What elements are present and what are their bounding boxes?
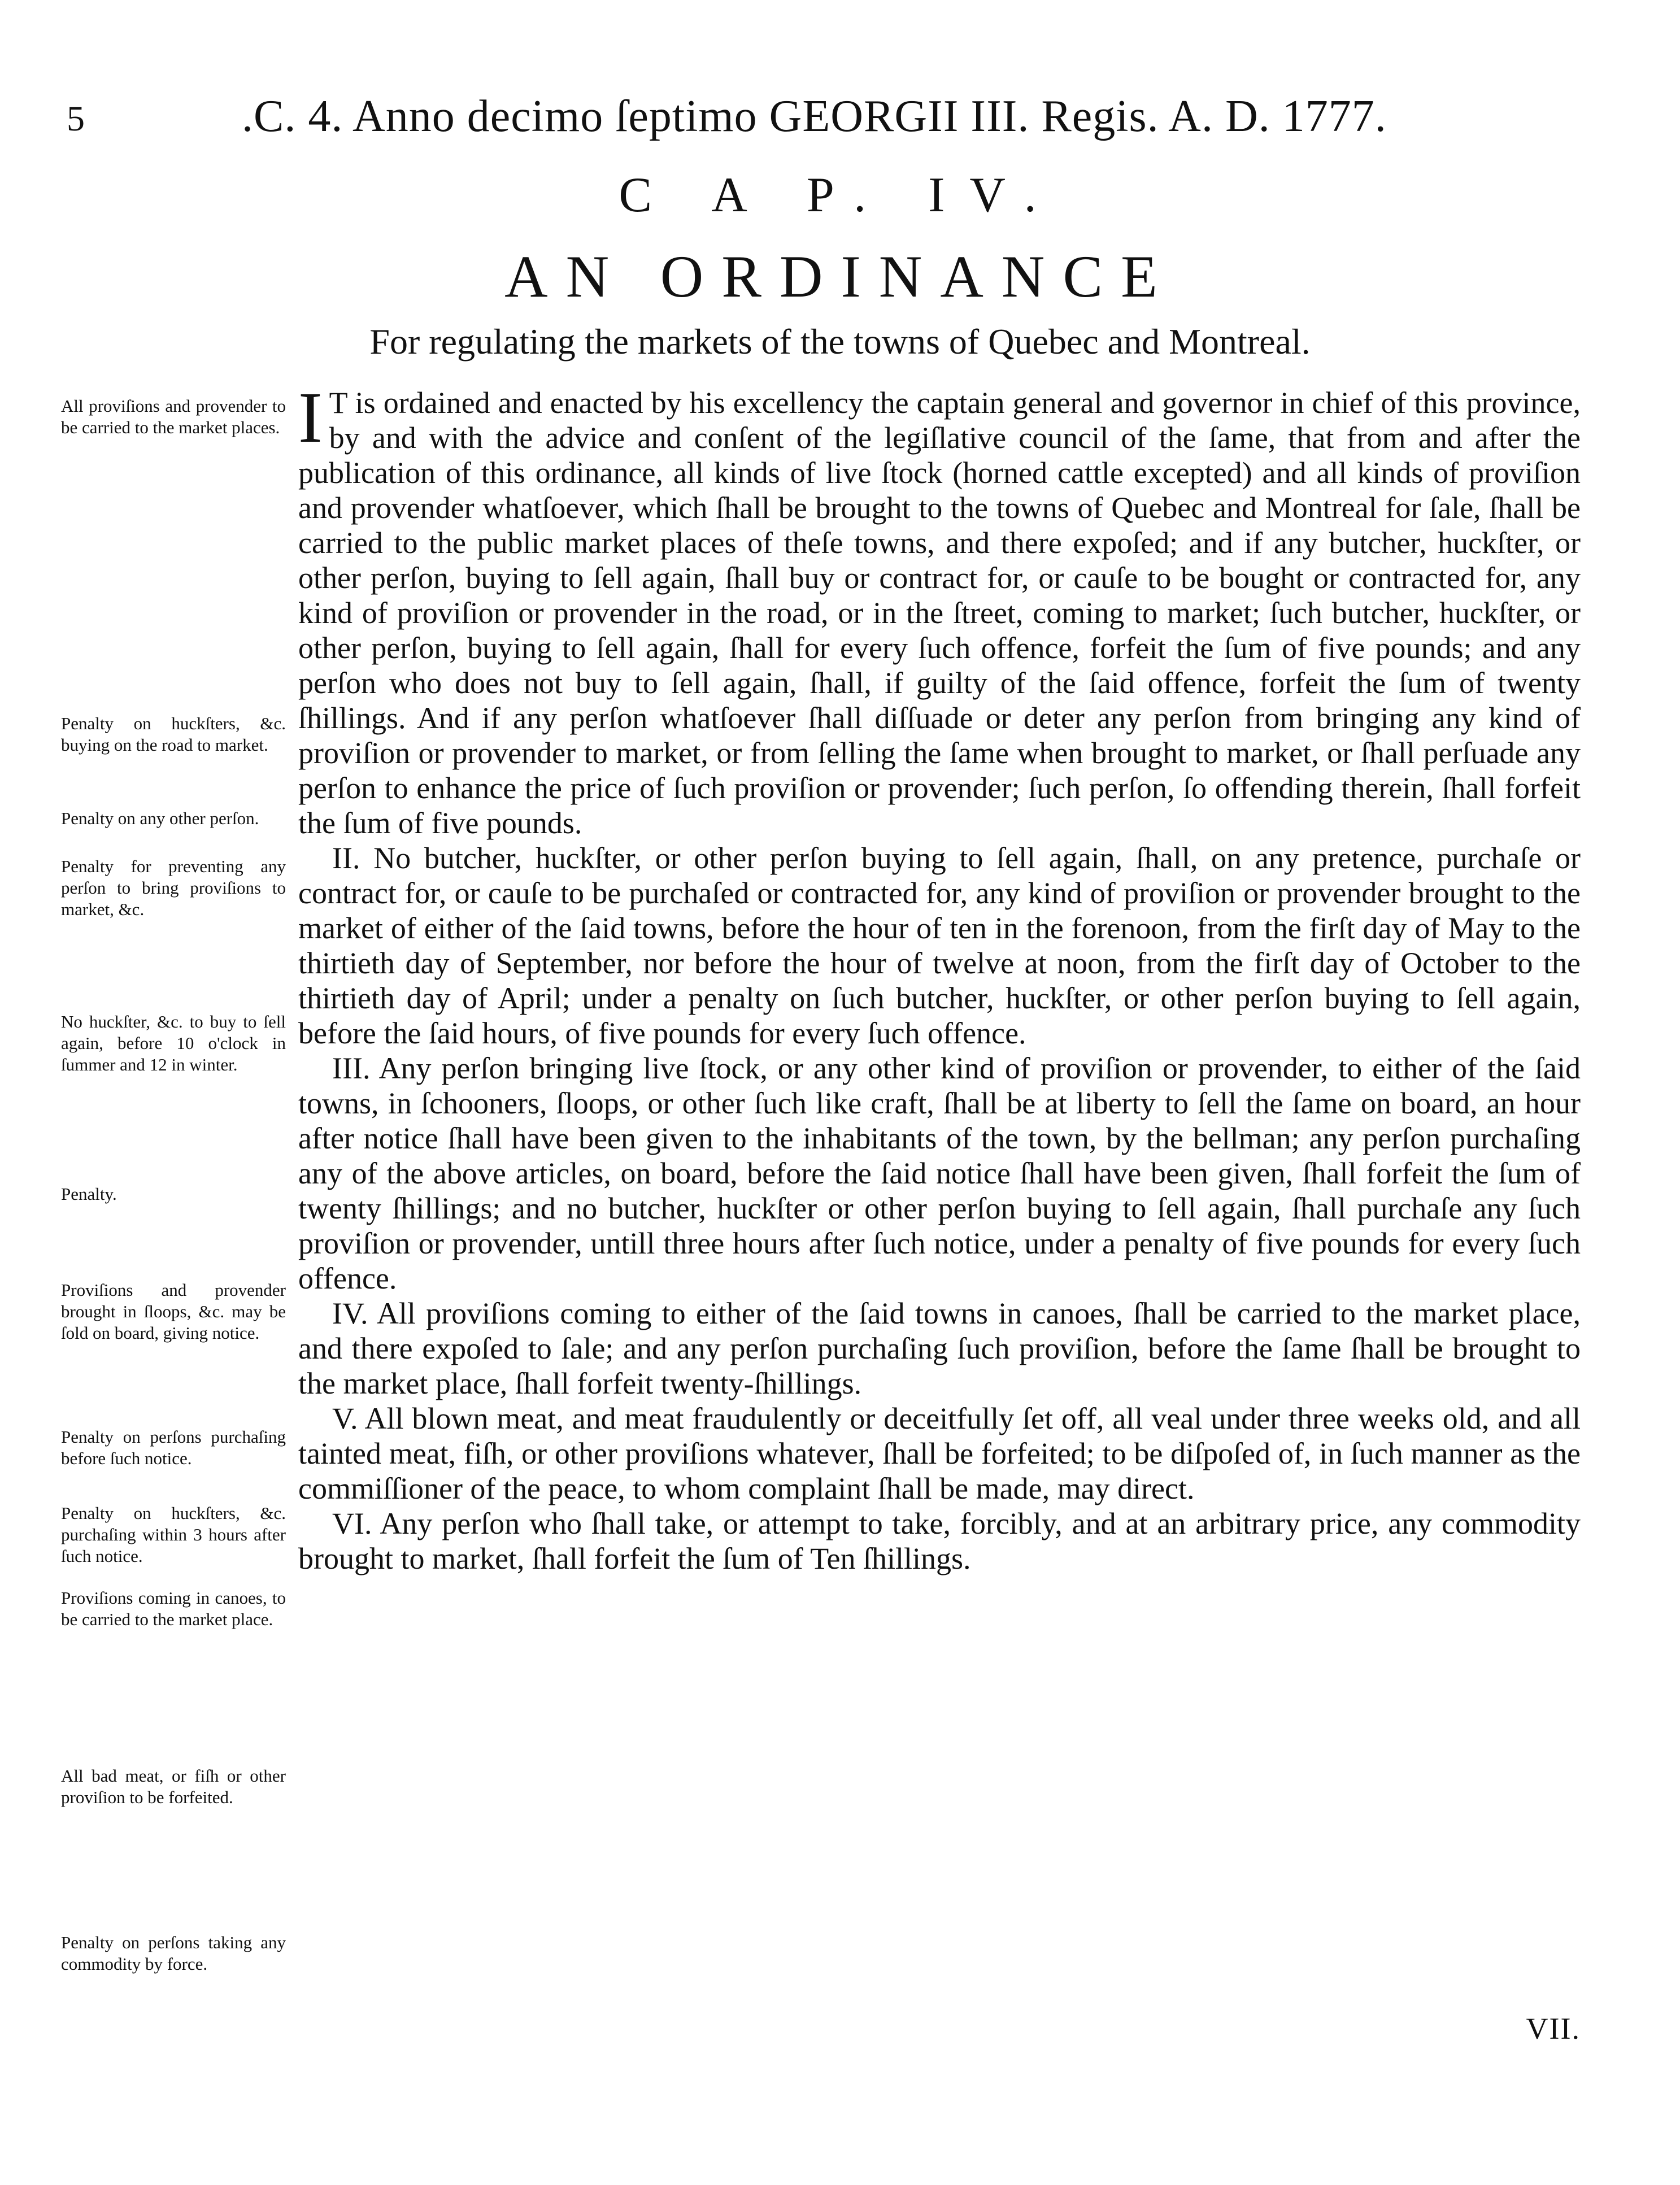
catchword: VII. xyxy=(1526,2012,1581,2045)
section-6: VI. Any perſon who ſhall take, or attempt to take, forcibly, and at an arbitrary price, any commodity brought to market, ſhall forfeit the ſum of Ten ſhillings. xyxy=(298,1507,1581,1575)
page-number: 5 xyxy=(67,98,85,138)
margin-note: No huckſter, &c. to buy to ſell again, before 10 o'clock in ſummer and 12 in winter. xyxy=(61,1012,286,1074)
section-4: IV. All proviſions coming to either of the ſaid towns in canoes, ſhall be carried to the market place, and there expoſed to ſale; and any perſon purchaſing ſuch proviſion, before the ſame ſhall be brought to the market place, ſhall forfeit twenty-ſhillings. xyxy=(298,1296,1581,1400)
margin-note: Penalty on perſons purchaſing before ſuch notice. xyxy=(61,1427,286,1468)
section-text: T is ordained and enacted by his excellency the captain general and governor in chief of this province, by and with the advice and conſent of the legiſlative council of the ſame, that from and after the publication of this ordinance, all kinds of live ſtock (horned cattle excepted) and all kinds of proviſion and provender whatſoever, which ſhall be brought to the towns of Quebec and Montreal for ſale, ſhall be carried to the public market places of theſe towns, and there expoſed; and if any butcher, huckſter, or other perſon, buying to ſell again, ſhall buy or contract for, or cauſe to be bought or contracted for, any kind of proviſion or provender in the road, or in the ſtreet, coming to market; ſuch butcher, huckſter, or other perſon, buying to ſell again, ſhall for every ſuch offence, forfeit the ſum of five pounds; and any perſon who does not buy to ſell again, ſhall, if guilty of the ſaid offence, forfeit the ſum of twenty ſhillings. And if any perſon whatſoever ſhall diſſuade or deter any perſon from bringing any kind of proviſion or provender to market, or from ſelling the ſame when brought to market, or ſhall perſuade any perſon to enhance the price of ſuch proviſion or provender; ſuch perſon, ſo offending therein, ſhall forfeit the ſum of five pounds. xyxy=(298,386,1581,840)
section-5: V. All blown meat, and meat fraudulently or deceitfully ſet off, all veal under three weeks old, and all tainted meat, fiſh, or other proviſions whatever, ſhall be forfeited; to be diſpoſed of, in ſuch manner as the commiſſioner of the peace, to whom complaint ſhall be made, may direct. xyxy=(298,1401,1581,1505)
section-1 xyxy=(298,377,1581,841)
margin-note: Penalty on huckſters, &c. buying on the road to market. xyxy=(61,713,286,755)
running-head-title: .C. 4. Anno decimo ſeptimo GEORGII III. Regis. A. D. 1777. xyxy=(242,92,1387,141)
section-3: III. Any perſon bringing live ſtock, or any other kind of proviſion or provender, to either of the ſaid towns, in ſchooners, ſloops, or other ſuch like craft, ſhall be at liberty to ſell the ſame on board, an hour after notice ſhall have been given to the inhabitants of the town, by the bellman; any perſon purchaſing any of the above articles, on board, before the ſaid notice ſhall have been given, ſhall forfeit the ſum of twenty ſhillings; and no butcher, huckſter or other perſon buying to ſell again, ſhall purchaſe any ſuch proviſion or provender, untill three hours after ſuch notice, under a penalty of five pounds for every ſuch offence. xyxy=(298,1051,1581,1295)
margin-note: Penalty for preventing any perſon to bring proviſions to market, &c. xyxy=(61,856,286,919)
margin-note: All bad meat, or fiſh or other proviſion to be forfeited. xyxy=(61,1766,286,1807)
margin-note: Penalty on perſons taking any commodity by force. xyxy=(61,1932,286,1974)
ordinance-subtitle: For regulating the markets of the towns of Quebec and Montreal. xyxy=(369,321,1311,362)
drop-capital: I xyxy=(298,377,323,458)
margin-note: Proviſions coming in canoes, to be carried to the market place. xyxy=(61,1588,286,1629)
section-2: II. No butcher, huckſter, or other perſon buying to ſell again, ſhall, on any pretence, purchaſe or contract for, or cauſe to be purchaſed or contracted for, any kind of proviſion or provender brought to the market of either of the ſaid towns, before the hour of ten in the forenoon, from the firſt day of May to the thirtieth day of September, nor before the hour of twelve at noon, from the firſt day of October to the thirtieth day of April; under a penalty on ſuch butcher, huckſter, or other perſon buying to ſell again, before the ſaid hours, of five pounds for every ſuch offence. xyxy=(298,841,1581,1050)
chapter-cap-heading: C A P. IV. xyxy=(619,168,1061,223)
margin-note: All proviſions and provender to be carried to the market places. xyxy=(61,396,286,437)
margin-note: Proviſions and provender brought in ſloops, &c. may be ſold on board, giving notice. xyxy=(61,1280,286,1343)
running-head xyxy=(0,85,1680,153)
margin-note: Penalty on huckſters, &c. purchaſing within 3 hours after ſuch notice. xyxy=(61,1503,286,1566)
ordinance-body xyxy=(298,377,1581,1576)
margin-note: Penalty on any other perſon. xyxy=(61,808,259,828)
margin-note: Penalty. xyxy=(61,1184,117,1204)
ordinance-heading: AN ORDINANCE xyxy=(504,243,1176,310)
